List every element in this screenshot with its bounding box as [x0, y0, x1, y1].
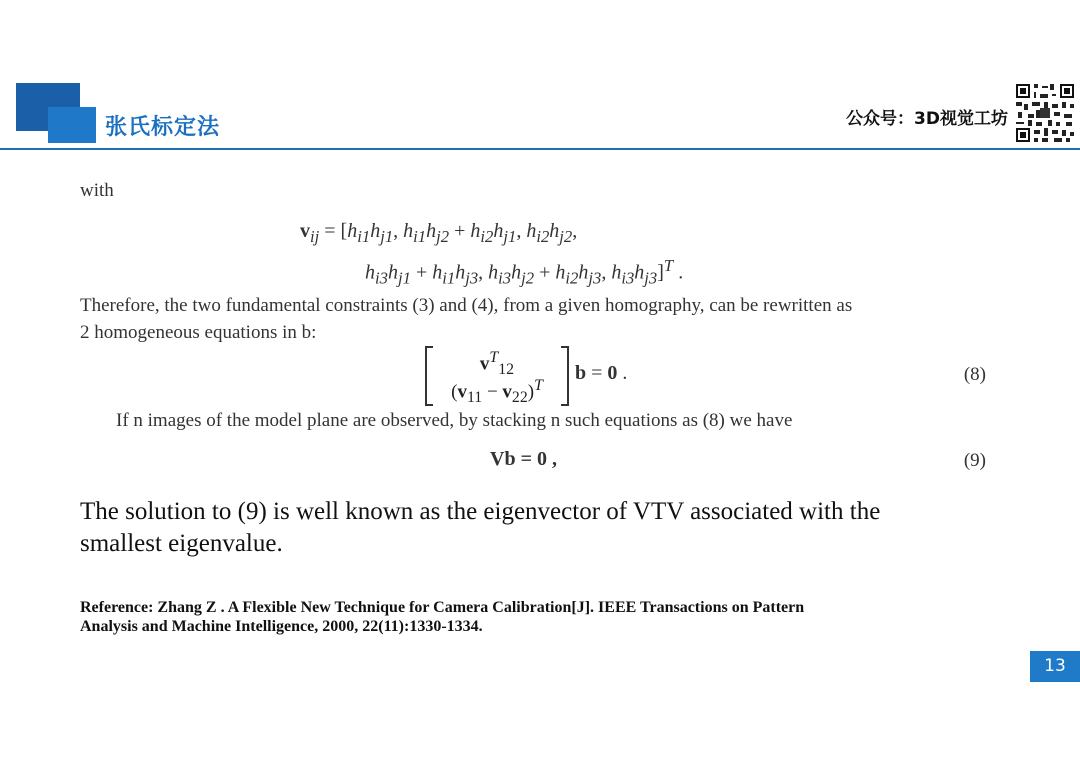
- reference-line1: Reference: Zhang Z . A Flexible New Technique for Camera Calibration[J]. IEEE Transactions on Pattern: [80, 599, 805, 616]
- matrix-row-2: $(v_{11} - v_{22})^T$: [451, 377, 543, 407]
- solution-line2: smallest eigenvalue.: [80, 530, 283, 557]
- qr-code-icon: [1014, 82, 1076, 144]
- equation-vij-line2: $h_{i3}h_{j1} + h_{i1}h_{j3}$, $h_{i3}h_{j2} + h_{i2}h_{j3}$, $h_{i3}h_{j3}]^T$ .: [365, 256, 684, 288]
- reference-citation: [80, 598, 980, 636]
- text-therefore-line2: 2 homogeneous equations in b:: [80, 322, 317, 343]
- solution-line1: The solution to (9) is well known as the eigenvector of VTV associated with the: [80, 498, 881, 525]
- equation-8-number: (8): [963, 364, 986, 385]
- text-therefore-line1: Therefore, the two fundamental constraints (3) and (4), from a given homography, can be rewritten as: [80, 295, 853, 316]
- brand-label: 公众号：3D视觉工坊: [846, 109, 1008, 129]
- page-number-badge: 13: [1030, 651, 1080, 682]
- equation-vij-line1: $v_{ij} = [h_{i1}h_{j1}$, $h_{i1}h_{j2} + h_{i2}h_{j1}$, $h_{i2}h_{j2}$,: [300, 220, 578, 246]
- header-decor-square-light: [48, 107, 96, 143]
- equation-8-matrix: [425, 347, 569, 405]
- text-if-n-images: If n images of the model plane are observed, by stacking n such equations as (8) we have: [116, 410, 793, 431]
- equation-9: Vb = 0 ,: [490, 448, 557, 470]
- slide-title: 张氏标定法: [105, 115, 221, 140]
- reference-line2: Analysis and Machine Intelligence, 2000, 22(11):1330-1334.: [80, 618, 483, 635]
- solution-paragraph: [80, 496, 960, 560]
- header-divider: [0, 148, 1080, 150]
- equation-8-rhs: b = 0 .: [575, 362, 628, 384]
- matrix-row-1: $v^T_{12}$: [479, 349, 515, 379]
- text-with: with: [80, 180, 114, 201]
- equation-9-number: (9): [963, 450, 986, 471]
